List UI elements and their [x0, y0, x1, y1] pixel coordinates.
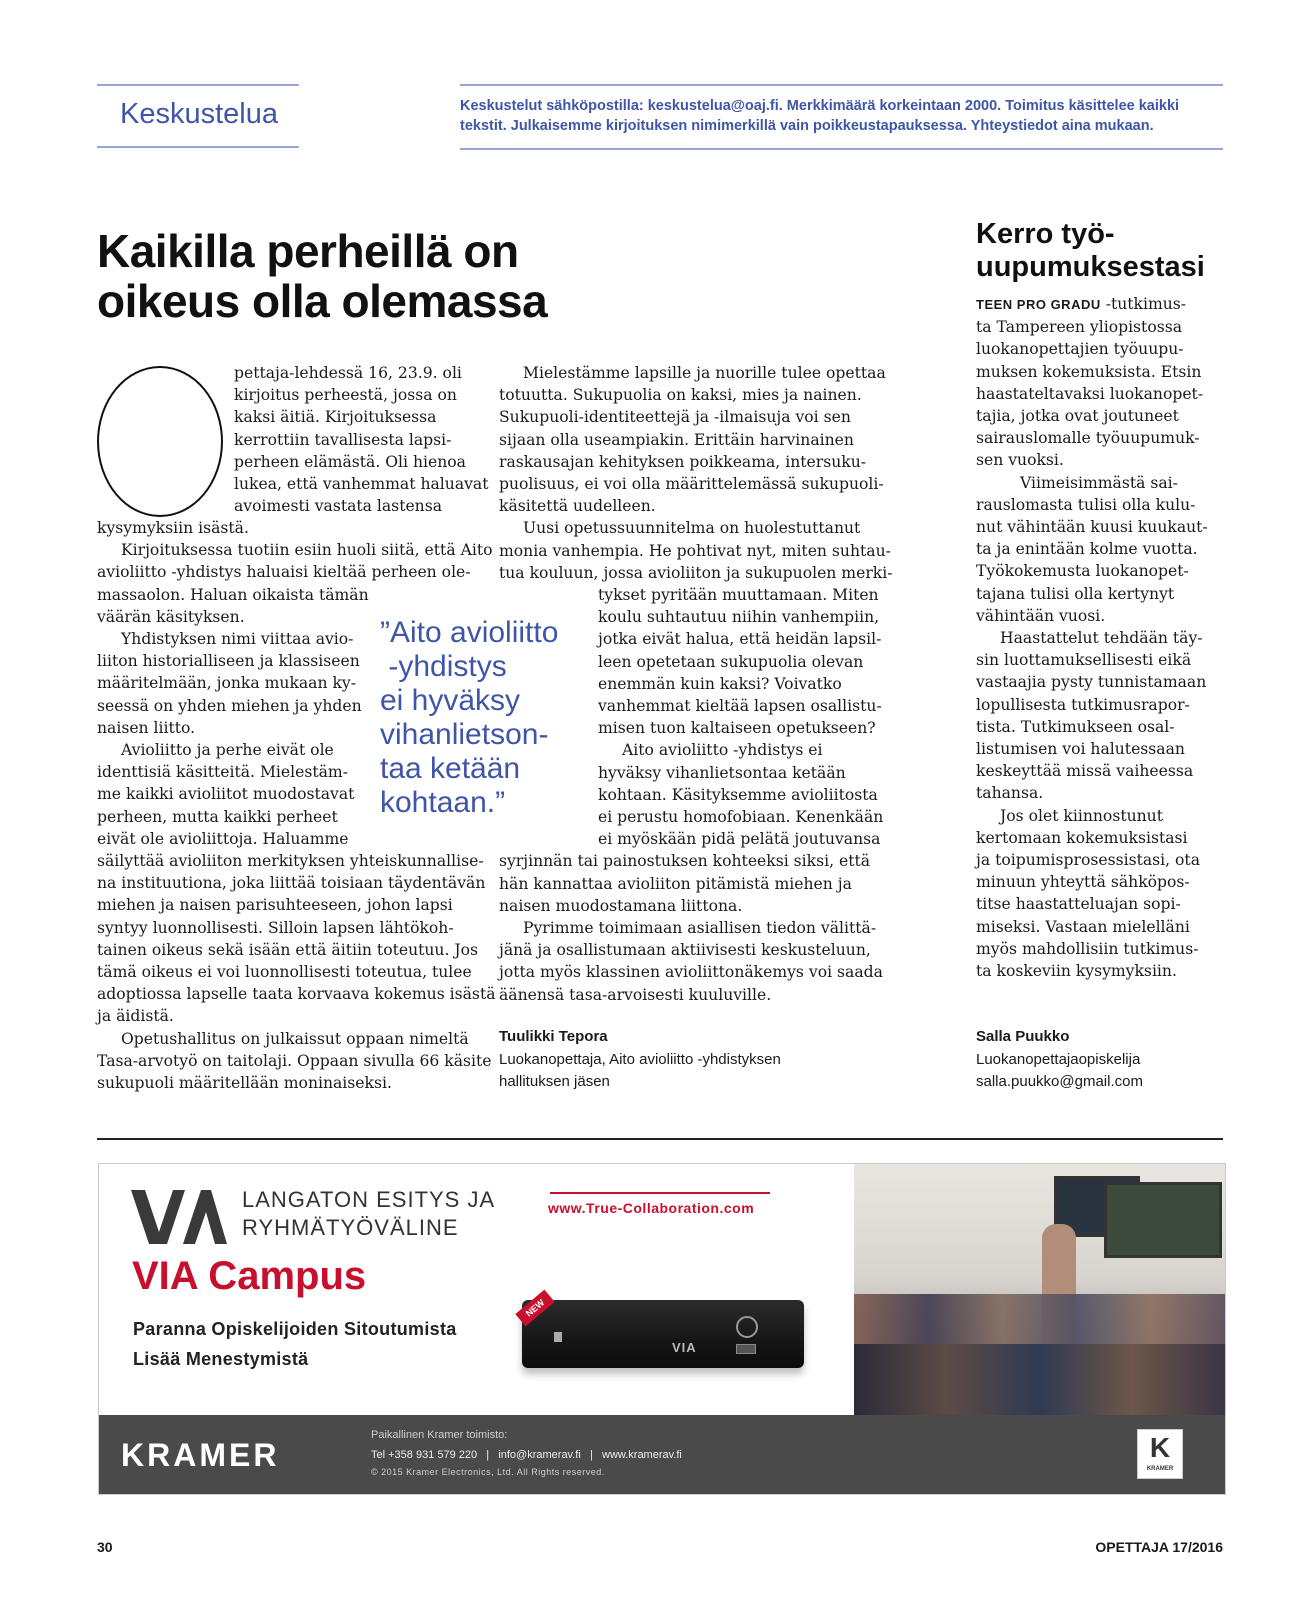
sidebar-line: Viimeisimmästä sai-: [1020, 473, 1178, 492]
column-2-line: naisen muodostamana liittona.: [499, 896, 743, 915]
column-2-line: monia vanhempia. He pohtivat nyt, miten suhtau-: [499, 541, 891, 560]
column-2-line: kohtaan. Käsityksemme avioliitosta: [598, 785, 878, 804]
sidebar-line: ja toipumisprosessistasi, ota: [976, 851, 1201, 870]
sidebar-author-email: salla.puukko@gmail.com: [976, 1073, 1143, 1090]
column-2-line: Mielestämme lapsille ja nuorille tulee opettaa: [523, 364, 886, 382]
sidebar-line: rauslomasta tulisi olla kulu-: [976, 495, 1196, 514]
column-2-line: tykset pyritään muuttamaan. Miten: [598, 586, 879, 605]
column-1-line: Kirjoituksessa tuotiin esiin huoli siitä, että Aito: [121, 541, 493, 560]
ad-benefit-line-2: Lisää Menestymistä: [133, 1349, 309, 1369]
column-1-line: perheen, mutta kaikki perheet: [97, 807, 338, 826]
via-campus-device: [522, 1297, 804, 1368]
column-2-line: tua kouluun, jossa avioliiton ja sukupuolen merki-: [499, 563, 893, 582]
column-2-line: totuutta. Sukupuolia on kaksi, mies ja nainen.: [499, 386, 862, 405]
ad-product-name: VIA Campus: [132, 1254, 367, 1298]
kramer-advertisement[interactable]: [98, 1163, 1226, 1495]
ad-tagline-line-1: LANGATON ESITYS JA: [242, 1187, 496, 1212]
sidebar-body: [976, 293, 1226, 982]
pull-quote-line: ei hyväksy: [380, 684, 521, 717]
article-bottom-rule: [97, 1138, 1223, 1140]
sidebar-title-line-1: Kerro työ-: [976, 218, 1115, 250]
column-2-line: jotta myös klassinen avioliittonäkemys voi saada: [499, 963, 883, 982]
article-signature: [499, 1028, 879, 1093]
column-2-line: leen opetetaan sukupuolia olevan: [598, 652, 864, 671]
ad-benefits: [133, 1314, 457, 1374]
guidelines-rule-top: [460, 84, 1223, 86]
sidebar-line-text: -tutkimus-: [1100, 295, 1187, 313]
sidebar-title-line-2: uupumuksestasi: [976, 251, 1205, 283]
column-1-line: na instituutiona, joka liittää toisiaan täydentävän: [97, 874, 486, 893]
sidebar-line: tista. Tutkimukseen osal-: [976, 717, 1175, 736]
sidebar-line: sen vuoksi.: [976, 451, 1064, 470]
column-2-line: koulu suhtautuu niihin vanhempiin,: [598, 608, 880, 627]
pull-quote-line: taa ketään: [380, 752, 521, 785]
sidebar-line: vastaajia pysty tunnistamaan: [976, 673, 1207, 692]
sidebar-line: sin luottamuksellisesti eikä: [976, 651, 1192, 670]
drop-cap-letter: [97, 366, 223, 517]
column-1-drop-line: avoimesti vastata lastensa: [234, 497, 443, 516]
guidelines-rule-bottom: [460, 148, 1223, 150]
column-1-line: tainen oikeus sekä isään että äitiin toteutuu. Jos: [97, 940, 479, 959]
pull-quote-line: vihanlietson-: [380, 718, 549, 751]
pull-quote-line: -yhdistys: [380, 650, 507, 683]
column-1-drop-line: kerrottiin tavallisesta lapsi-: [234, 430, 452, 449]
kramer-wordmark: KRAMER: [121, 1437, 280, 1473]
column-2-line: enemmän kuin kaksi? Voivatko: [598, 674, 842, 693]
pull-quote-line: ”Aito avioliitto: [380, 616, 559, 649]
sidebar-line: ta Tampereen yliopistossa: [976, 318, 1183, 337]
article-column-2: [499, 362, 893, 1006]
device-power-button-icon: [736, 1316, 758, 1338]
classroom-photo: [854, 1164, 1225, 1415]
column-1-line: seessä on yhden miehen ja yhden: [97, 696, 362, 715]
column-2-line: Sukupuoli-identiteettejä ja -ilmaisuja voi sen: [499, 408, 851, 427]
sidebar-line: Jos olet kiinnostunut: [1000, 806, 1163, 825]
column-2-line: vanhemmat kieltää lapsen osallistu-: [598, 697, 882, 716]
column-1-line: tämä oikeus ei voi luonnollisesti toteutua, tulee: [97, 963, 472, 982]
sidebar-line: miseksi. Vastaan mielelläni: [976, 917, 1190, 936]
sidebar-author-line-1: Luokanopettajaopiskelija: [976, 1051, 1141, 1068]
issue-label: OPETTAJA 17/2016: [1095, 1539, 1223, 1555]
column-1-drop-line: pettaja-lehdessä 16, 23.9. oli: [234, 364, 462, 382]
column-1-line: miehen ja naisen parisuhteeseen, johon lapsi: [97, 896, 453, 915]
article-column-1-drop-lines: [234, 362, 489, 517]
column-1-line: liiton historialliseen ja klassiseen: [97, 652, 360, 671]
column-1-line: väärän käsityksen.: [97, 607, 245, 626]
article-headline: Kaikilla perheillä on oikeus olla olemassa: [97, 225, 548, 327]
column-1-line: säilyttää avioliiton merkityksen yhteiskunnallise-: [97, 852, 484, 871]
sidebar-line: Haastattelut tehdään täy-: [1000, 629, 1203, 648]
column-1-line: määritelmään, jonka mukaan ky-: [97, 674, 357, 693]
sidebar-signature: [976, 1028, 1226, 1093]
column-2-line: Aito avioliitto -yhdistys ei: [622, 741, 823, 760]
column-2-line: syrjinnän tai painostuksen kohteeksi siksi, että: [499, 852, 871, 871]
sidebar-line: ta ja enintään kolme vuotta.: [976, 540, 1198, 559]
column-2-line: äänensä tasa-arvoisesti kuuluville.: [499, 985, 772, 1004]
sidebar-line: tahansa.: [976, 784, 1044, 803]
sidebar-title: [976, 218, 1236, 284]
sidebar-author-name: Salla Puukko: [976, 1028, 1070, 1045]
kramer-logo-letter: K: [1149, 1432, 1171, 1463]
column-2-line: puolisuus, ei voi olla määrittelemässä sukupuoli-: [499, 475, 884, 494]
sidebar-line: titse haastatteluajan sopi-: [976, 895, 1181, 914]
ad-tagline: [242, 1186, 495, 1242]
column-1-line: naisen liitto.: [97, 718, 196, 737]
column-1-line: ja äidistä.: [97, 1007, 174, 1026]
ad-benefit-line-1: Paranna Opiskelijoiden Sitoutumista: [133, 1319, 457, 1339]
column-1-line: me kaikki avioliitot muodostavat: [97, 785, 355, 804]
column-1-line: identtisiä käsitteitä. Mielestäm-: [97, 763, 348, 782]
sidebar-line: nut vähintään kuusi kuukaut-: [976, 518, 1208, 537]
section-rule-bottom: [97, 146, 299, 148]
column-2-line: jänä ja osallistumaan aktiivisesti keskusteluun,: [499, 941, 871, 960]
sidebar-line: myös mahdollisiin tutkimus-: [976, 939, 1199, 958]
column-2-line: Uusi opetussuunnitelma on huolestuttanut: [523, 519, 861, 538]
column-1-line: kysymyksiin isästä.: [97, 519, 249, 537]
sidebar-line: lopullisesta tutkimusrapor-: [976, 695, 1190, 714]
kramer-logo-mark-icon: [1137, 1429, 1183, 1479]
sidebar-line: vähintään vuosi.: [976, 606, 1106, 625]
column-1-line: avioliitto -yhdistys haluaisi kieltää perheen ole-: [97, 563, 471, 582]
column-1-line: Opetushallitus on julkaissut oppaan nimeltä: [121, 1029, 469, 1048]
author-title-line-1: Luokanopettaja, Aito avioliitto -yhdistyksen: [499, 1051, 781, 1068]
column-1-line: eivät ole avioliittoja. Haluamme: [97, 829, 349, 848]
sidebar-line: tajana tulisi olla kertynyt: [976, 584, 1175, 603]
ad-contact-details: Tel +358 931 579 220 | info@kramerav.fi | www.kramerav.fi: [371, 1449, 682, 1461]
column-1-line: massaolon. Haluan oikaista tämän: [97, 585, 369, 604]
ad-tagline-line-2: RYHMÄTYÖVÄLINE: [242, 1215, 459, 1240]
column-1-drop-line: lukea, että vanhemmat haluavat: [234, 475, 489, 494]
pull-quote-line: kohtaan.”: [380, 786, 506, 819]
ad-copyright: © 2015 Kramer Electronics, Ltd. All Rights reserved.: [371, 1467, 605, 1477]
guidelines-text: Keskustelut sähköpostilla: keskustelua@oaj.fi. Merkkimäärä korkeintaan 2000. Toimitus käsittelee kaikki tekstit. Julkaisemme kirjoituksen nimimerkillä vain poikkeustapauksessa. Yhteystiedot aina mukaan.: [460, 98, 1180, 134]
sidebar-line: sairauslomalle työuupumuk-: [976, 429, 1200, 448]
device-front-logo: VIA: [672, 1340, 697, 1355]
sidebar-line: Työkokemusta luokanopet-: [976, 562, 1189, 581]
column-1-line: sukupuoli määritellään moninaiseksi.: [97, 1074, 392, 1093]
column-1-drop-line: perheen elämästä. Oli hienoa: [234, 452, 466, 471]
column-2-line: hän kannattaa avioliiton pitämistä miehen ja: [499, 874, 852, 893]
sidebar-line: kertomaan kokemuksistasi: [976, 828, 1188, 847]
column-1-drop-line: kirjoitus perheestä, jossa on: [234, 386, 457, 405]
author-name: Tuulikki Tepora: [499, 1028, 608, 1045]
section-label: Keskustelua: [120, 98, 278, 130]
column-1-line: adoptiossa lapselle taata korvaava kokemus isästä: [97, 985, 496, 1004]
ad-url[interactable]: www.True-Collaboration.com: [548, 1200, 755, 1216]
column-2-line: raskausajan kehityksen poikkeama, intersuku-: [499, 452, 867, 471]
device-brand-mark-icon: [554, 1332, 562, 1342]
photo-screen-right: [1104, 1182, 1222, 1258]
ad-contact-title: Paikallinen Kramer toimisto:: [371, 1429, 508, 1441]
ad-footer-bar: [99, 1415, 1225, 1494]
column-1-line: Avioliitto ja perhe eivät ole: [121, 741, 334, 760]
sidebar-line: tajia, jotka ovat joutuneet: [976, 407, 1179, 426]
column-1-line: syntyy luonnollisesti. Silloin lapsen lähtökoh-: [97, 918, 454, 937]
sidebar-line: ta koskeviin kysymyksiin.: [976, 962, 1177, 981]
device-usb-port-icon: [736, 1344, 756, 1354]
via-logo-icon: [131, 1188, 227, 1246]
sidebar-line: listumisen voi halutessaan: [976, 740, 1185, 759]
column-2-line: ei myöskään pidä pelätä joutuvansa: [598, 830, 881, 849]
column-2-line: käsitettä uudelleen.: [499, 497, 656, 516]
column-1-line: Tasa-arvotyö on taitolaji. Oppaan sivulla 66 käsite: [97, 1051, 492, 1070]
sidebar-line: keskeyttää missä vaiheessa: [976, 762, 1194, 781]
column-1-drop-line: kaksi äitiä. Kirjoituksessa: [234, 408, 437, 427]
column-2-line: Pyrimme toimimaan asiallisen tiedon välittä-: [523, 919, 877, 938]
device-new-badge: NEW: [515, 1290, 554, 1327]
column-2-line: sijaan olla useampiakin. Erittäin harvinainen: [499, 430, 854, 449]
sidebar-line: minuun yhteyttä sähköpos-: [976, 873, 1190, 892]
sidebar-lead-in: TEEN PRO GRADU: [976, 297, 1101, 312]
column-1-line: Yhdistyksen nimi viittaa avio-: [121, 630, 354, 649]
column-2-line: misen tuon kaltaiseen opetukseen?: [598, 719, 876, 738]
ad-url-rule: [550, 1192, 770, 1194]
column-2-line: jotka eivät halua, että heidän lapsil-: [598, 630, 882, 649]
sidebar-line: [976, 293, 1226, 316]
column-2-line: ei perustu homofobiaan. Kenenkään: [598, 808, 884, 827]
kramer-logo-caption: KRAMER: [1146, 1466, 1174, 1472]
section-rule-top: [97, 84, 299, 86]
sidebar-line: muksen kokemuksista. Etsin: [976, 362, 1202, 381]
author-title-line-2: hallituksen jäsen: [499, 1073, 610, 1090]
sidebar-line: luokanopettajien työuupu-: [976, 340, 1184, 359]
sidebar-line: haastateltavaksi luokanopet-: [976, 384, 1204, 403]
column-2-line: hyväksy vihanlietsontaa ketään: [598, 763, 846, 782]
page-number: 30: [97, 1539, 113, 1555]
photo-students-front-row: [854, 1344, 1225, 1415]
